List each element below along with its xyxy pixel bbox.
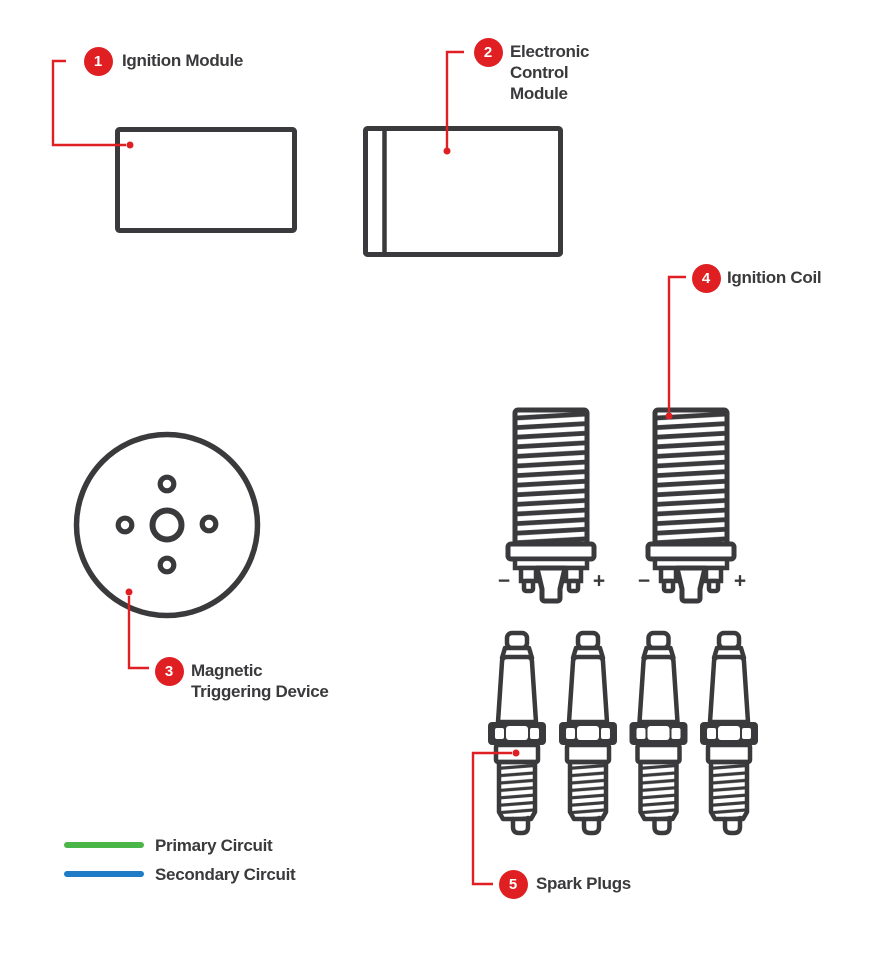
callout-2-line: Control <box>510 63 569 82</box>
primary-circuit-label: Primary Circuit <box>155 836 273 855</box>
ignition-coil-2 <box>648 410 734 601</box>
callout-4-line: Ignition Coil <box>727 268 822 287</box>
callout-4-badge <box>692 264 721 293</box>
spark-plug-4 <box>700 633 758 833</box>
callout-4-label <box>727 267 821 288</box>
coil-1-plus-sign: + <box>592 569 606 593</box>
spark-plug-3 <box>630 633 688 833</box>
callout-1-number: 1 <box>93 52 103 70</box>
secondary-circuit-label: Secondary Circuit <box>155 865 296 884</box>
ignition-coil-1 <box>508 410 594 601</box>
ignition-module-shape <box>118 130 295 231</box>
callout-2-line: Electronic <box>510 42 590 61</box>
callout-1-badge <box>84 47 113 76</box>
coil-2-minus-sign: − <box>637 569 651 593</box>
leader-line-3 <box>126 589 150 669</box>
callout-3-badge <box>155 657 184 686</box>
callout-4-number: 4 <box>701 269 711 287</box>
callout-2-label <box>510 41 589 104</box>
callout-1-line: Ignition Module <box>122 51 244 70</box>
coil-1-minus-sign: − <box>497 569 511 593</box>
callout-5-number: 5 <box>508 875 518 893</box>
spark-plug-1 <box>488 633 546 833</box>
callout-3-line: Magnetic <box>191 661 263 680</box>
callout-2-number: 2 <box>483 43 493 61</box>
primary-circuit-swatch <box>64 842 144 848</box>
ecm-shape <box>366 128 561 255</box>
secondary-circuit-swatch <box>64 871 144 877</box>
callout-2-badge <box>474 38 503 67</box>
coil-2-plus-sign: + <box>733 569 747 593</box>
callout-5-badge <box>499 870 528 899</box>
leader-line-2 <box>444 52 465 155</box>
callout-1-label <box>122 50 243 71</box>
callout-5-line: Spark Plugs <box>536 874 631 893</box>
callout-3-line: Triggering Device <box>191 682 329 701</box>
callout-5-label <box>536 873 631 894</box>
callout-3-label <box>191 660 329 702</box>
magnetic-trigger-shape <box>77 435 258 616</box>
callout-3-number: 3 <box>164 662 174 680</box>
callout-2-line: Module <box>510 84 568 103</box>
spark-plug-2 <box>559 633 617 833</box>
leader-line-4 <box>666 277 687 420</box>
